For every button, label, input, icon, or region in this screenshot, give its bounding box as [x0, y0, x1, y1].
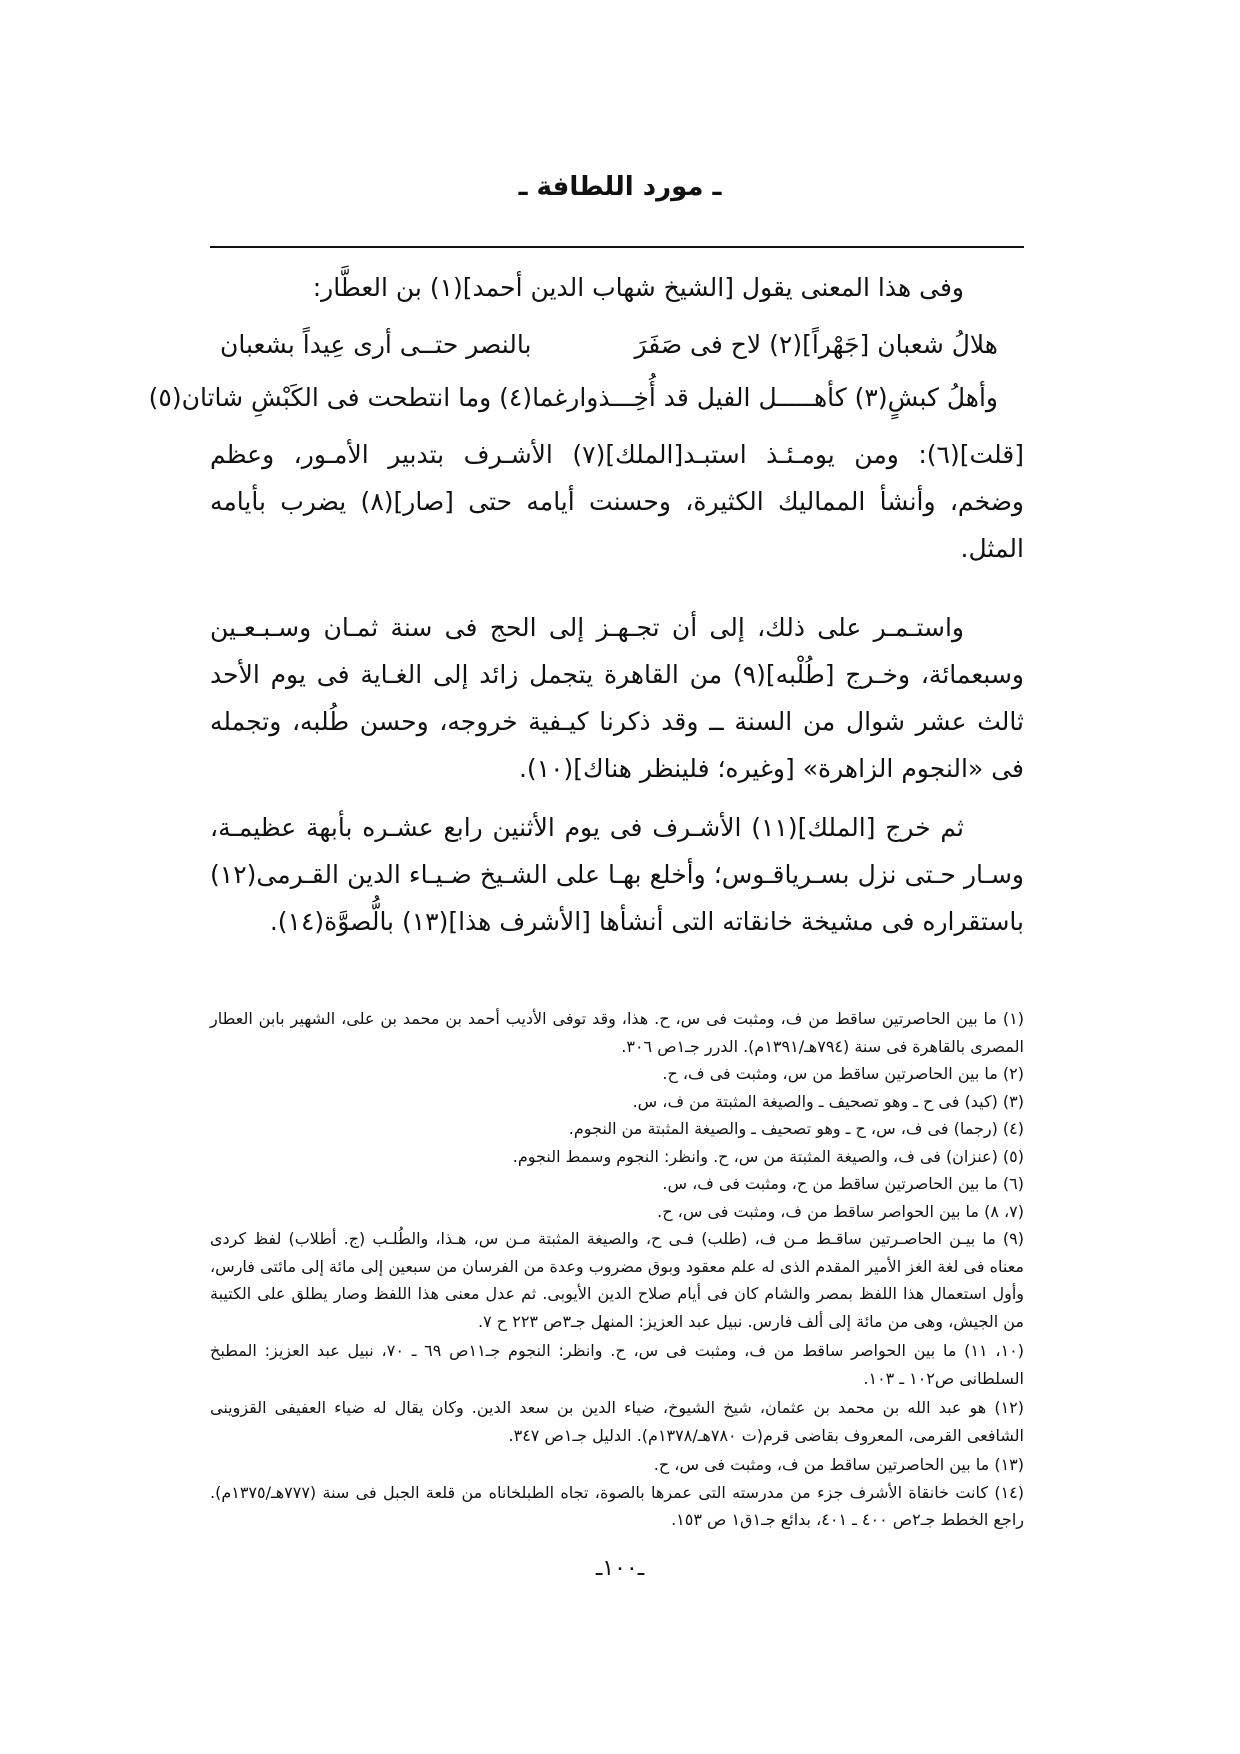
- footnote-6: (٦) ما بين الحاصرتين ساقط من ح، ومثبت فى ف، س.: [662, 1174, 1024, 1193]
- footnote-1: (١) ما بين الحاصرتين ساقط من ف، ومثبت فى س، ح. هذا، وقد توفى الأديب أحمد بن محمد بن على، الشهير بابن العطار المصرى بالقاهرة فى سنة (٧٩٤هـ/١٣٩١م). الدرر جـ١ص ٣٠٦.: [210, 1009, 1024, 1056]
- footnote-12: (١٢) هو عبد الله بن محمد بن عثمان، شيخ الشيوخ، ضياء الدين بن سعد الدين. وكان يقال له ضياء العفيفى القزوينى الشافعى القرمى، المعروف بقاضى قرم(ت ٧٨٠هـ/١٣٧٨م). الدليل جـ١ص ٣٤٧.: [210, 1398, 1024, 1445]
- footnote-9: (٩) ما بيـن الحاصـرتين ساقـط مـن ف، (طلب) فـى ح، والصيغة المثبتة مـن س، هـذا، والطُلـب (ج. أطلاب) لفظ كردى معناه فى لغة الغز الأمير المقدم الذى له علم معقود وبوق مضروب وعدة من الفرسان من سبعين إلى مائة إلى مائتى فارس، وأول استعمال هذا اللفظ بمصر والشام كان فى أيام صلاح الدين الأيوبى. ثم عدل معنى هذا اللفظ وصار يطلق على الكتيبة من الجيش، وهى من مائة إلى ألف فارس. نبيل عبد العزيز: المنهل جـ٣ص ٢٢٣ ح ٧.: [210, 1229, 1024, 1331]
- footnote-2: (٢) ما بين الحاصرتين ساقط من س، ومثبت فى ف، ح.: [662, 1064, 1024, 1083]
- paragraph-1: [قلت](٦): ومن يومـئـذ استبـد[الملك](٧) الأشـرف بتدبير الأمـور، وعظم وضخم، وأنشأ المماليك الكثيرة، وحسنت أيامه حتى [صار](٨) يضرب بأيامه المثل.: [210, 440, 1025, 563]
- verse-line-1: [210, 321, 1024, 368]
- footnote-10-11: (١٠، ١١) ما بين الحواصر ساقط من ف، ومثبت فى س، ح. وانظر: النجوم جـ١١ص ٦٩ ـ ٧٠، نبيل عبد العزيز: المطبخ السلطانى ص١٠٢ ـ ١٠٣.: [210, 1341, 1025, 1388]
- main-text: [148, 264, 1025, 945]
- paragraph-2: واستـمـر على ذلك، إلى أن تجـهـز إلى الحج فى سنة ثمـان وسـبـعـين وسبعمائة، وخـرج [طُلْبه](٩) من القاهرة يتجمل زائد إلى الغـاية فى يوم الأحد ثالث عشر شوال من السنة ــ وقد ذكرنا كيـفية خروجه، وحسن طُلبه، وتجمله فى «النجوم الزاهرة» [وغيره؛ فلينظر هناك](١٠).: [210, 613, 1024, 783]
- intro-line: وفى هذا المعنى يقول [الشيخ شهاب الدين أحمد](١) بن العطَّار:: [312, 273, 964, 302]
- header-rule: [210, 246, 1024, 248]
- verse-1-first-hemistich: هلالُ شعبان [جَهْراً](٢) لاح فى صَفَرَ: [634, 330, 998, 359]
- footnote-3: (٣) (كيد) فى ح ـ وهو تصحيف ـ والصيغة المثبتة من ف، س.: [632, 1091, 1024, 1111]
- verse-1-second-hemistich: بالنصر حتــى أرى عِيداً بشعبان: [220, 330, 532, 359]
- footnote-7-8: (٧، ٨) ما بين الحواصر ساقط من ف، ومثبت فى س، ح.: [657, 1201, 1024, 1221]
- footnotes: [210, 1005, 1024, 1534]
- page-number: ـ١٠٠ـ: [595, 1556, 645, 1581]
- verse-2-second-hemistich: رغما(٤) وما انتطحت فى الكَبْشِ شاتان(٥): [148, 383, 580, 412]
- footnote-14: (١٤) كانت خانقاة الأشرف جزء من مدرسته التى عمرها بالصوة، تجاه الطبلخاناه من قلعة الجبل فى سنة (٧٧٧هـ/١٣٧٥م). راجع الخطط جـ٢ص ٤٠٠ ـ ٤٠١، بدائع جـ١ق١ ص ١٥٣.: [210, 1482, 1024, 1529]
- verse-2-first-hemistich: وأهلُ كبشٍ(٣) كأهـــــل الفيل قد أُخِـــذوا: [579, 383, 998, 412]
- footnote-4: (٤) (رجما) فى ف، س، ح ـ وهو تصحيف ـ والصيغة المثبتة من النجوم.: [568, 1119, 1024, 1138]
- running-header: ـ مورد اللطافة ـ: [518, 172, 722, 202]
- verse-line-2: [148, 374, 1024, 421]
- footnote-5: (٥) (عنزان) فى ف، والصيغة المثبتة من س، ح. وانظر: النجوم وسمط النجوم.: [512, 1146, 1024, 1166]
- footnote-13: (١٣) ما بين الحاصرتين ساقط من ف، ومثبت فى س، ح.: [653, 1455, 1024, 1474]
- paragraph-3: ثم خرج [الملك](١١) الأشـرف فى يوم الأثنين رابع عشـره بأبهة عظيمـة، وسـار حـتى نزل بسـرياقـوس؛ وأخلع بهـا على الشـيخ ضـيـاء الدين القـرمى(١٢) باستقراره فى مشيخة خانقاته التى أنشأها [الأشرف هذا](١٣) بالُّصوَّة(١٤).: [210, 813, 1024, 936]
